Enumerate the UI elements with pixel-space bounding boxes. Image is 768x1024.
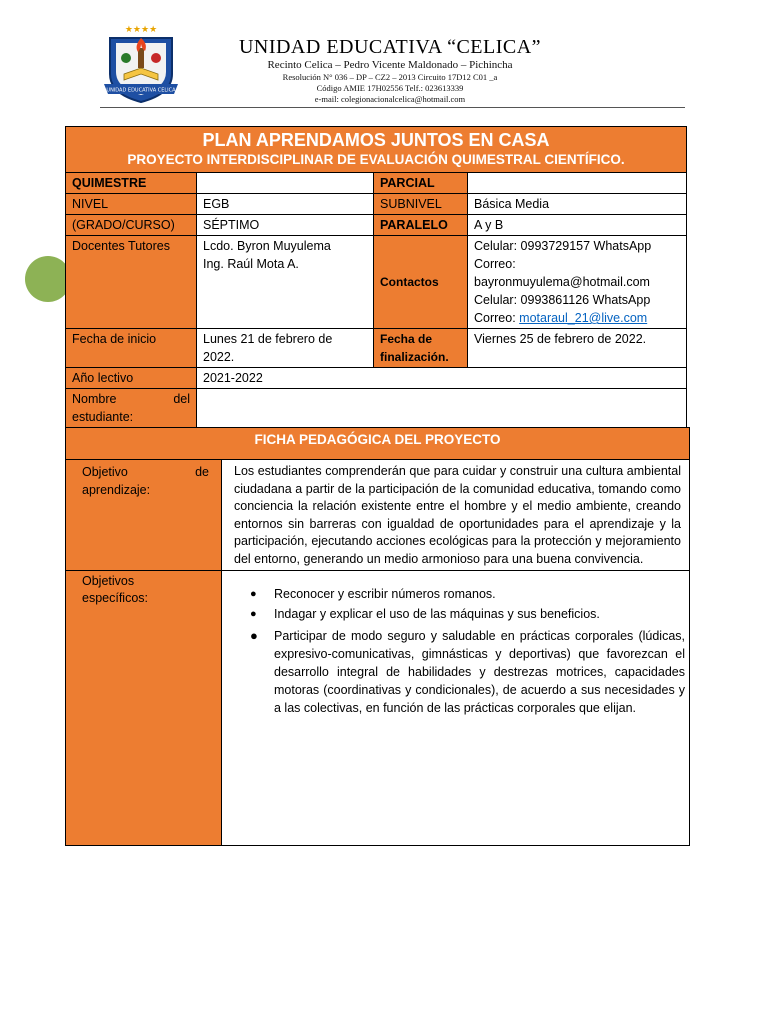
school-resolution: Resolución N° 036 – DP – CZ2 – 2013 Circuito 17D12 C01 _a xyxy=(282,72,498,82)
school-email: e-mail: colegionacionalcelica@hotmail.com xyxy=(314,94,466,104)
email-link[interactable]: motaraul_21@live.com xyxy=(519,311,648,325)
table-row xyxy=(66,329,687,368)
fin-label: Fecha de finalización. xyxy=(374,329,468,368)
plan-title: PLAN APRENDAMOS JUNTOS EN CASA xyxy=(202,130,550,150)
school-address: Recinto Celica – Pedro Vicente Maldonado – Pichincha xyxy=(267,59,513,71)
quimestre-label: QUIMESTRE xyxy=(66,173,197,194)
nombre-label-word: Nombre xyxy=(72,392,117,406)
especificos-label-word: Objetivos xyxy=(82,574,135,588)
school-crest-icon xyxy=(100,22,182,104)
contactos-value xyxy=(468,236,687,329)
bullet-icon: ● xyxy=(250,588,257,600)
objetivo-text: Los estudiantes comprenderán que para cuidar y construir una cultura ambiental ciudadana a partir de la participación de la comunidad educativa, tomando como conciencia la relación existente entre el hombre y el medio ambiente, creando entornos sin barreras con igualdad de oportunidades para el aprendizaje y la participación, ejecutando acciones ecológicas para la protección y mejoramiento del entorno, generando un medio armonioso para una buena convivencia. xyxy=(222,460,690,571)
bullet-icon: ● xyxy=(250,608,257,620)
nombre-label-word: del xyxy=(173,392,190,406)
plan-table xyxy=(65,126,687,428)
nombre-label-word: estudiante: xyxy=(72,410,134,424)
plan-title-cell xyxy=(66,127,687,173)
plan-subtitle: PROYECTO INTERDISCIPLINAR DE EVALUACIÓN QUIMESTRAL CIENTÍFICO. xyxy=(127,152,625,167)
parcial-field[interactable] xyxy=(468,173,687,194)
parcial-label: PARCIAL xyxy=(374,173,468,194)
ano-value: 2021-2022 xyxy=(197,368,687,389)
table-row xyxy=(66,194,687,215)
especificos-list-cell xyxy=(222,571,690,846)
table-row xyxy=(66,173,687,194)
objetivo-label xyxy=(66,460,222,571)
especificos-label xyxy=(66,571,222,846)
contact-prefix: Correo: xyxy=(474,311,520,325)
nivel-label: NIVEL xyxy=(66,194,197,215)
goals-list xyxy=(222,571,689,717)
especificos-label-word: específicos: xyxy=(82,591,149,605)
docente-name: Lcdo. Byron Muyulema xyxy=(203,239,331,253)
paralelo-value: A y B xyxy=(468,215,687,236)
goal-text: Indagar y explicar el uso de las máquinas y sus beneficios. xyxy=(274,607,600,621)
table-row xyxy=(66,215,687,236)
contact-line xyxy=(474,309,680,327)
contact-line: Celular: 0993861126 WhatsApp xyxy=(474,293,651,307)
table-row xyxy=(66,571,690,846)
docente-name: Ing. Raúl Mota A. xyxy=(203,257,299,271)
table-row xyxy=(66,389,687,428)
bullet-icon: ● xyxy=(250,628,258,643)
nombre-label xyxy=(66,389,197,428)
grado-value: SÉPTIMO xyxy=(197,215,374,236)
goal-text: Participar de modo seguro y saludable en prácticas corporales (lúdicas, expresivo-comunicativas, gimnásticas y deportivas) que favorezcan el desarrollo integral de habilidades y destrezas motrices, capacidades motoras (coordinativas y condicionales), de acuerdo a sus necesidades y a las colectivas, en función de las prácticas corporales que elijan. xyxy=(274,629,685,715)
nombre-field[interactable] xyxy=(197,389,687,428)
paralelo-label: PARALELO xyxy=(374,215,468,236)
ficha-title: FICHA PEDAGÓGICA DEL PROYECTO xyxy=(66,428,690,460)
subnivel-value: Básica Media xyxy=(468,194,687,215)
table-row xyxy=(66,460,690,571)
ficha-table xyxy=(65,427,690,846)
contactos-label: Contactos xyxy=(374,236,468,329)
grado-label: (GRADO/CURSO) xyxy=(66,215,197,236)
subnivel-label: SUBNIVEL xyxy=(374,194,468,215)
svg-text:UNIDAD EDUCATIVA CELICA: UNIDAD EDUCATIVA CELICA xyxy=(106,87,176,94)
school-info xyxy=(190,58,590,105)
list-item xyxy=(246,627,685,717)
header-divider xyxy=(100,107,685,108)
table-row xyxy=(66,236,687,329)
objetivo-label-word: Objetivo xyxy=(82,465,128,479)
goal-text: Reconocer y escribir números romanos. xyxy=(274,587,496,601)
fin-value: Viernes 25 de febrero de 2022. xyxy=(468,329,687,368)
svg-text:★★★★: ★★★★ xyxy=(124,25,158,35)
objetivo-label-word: de xyxy=(195,465,209,479)
school-name: UNIDAD EDUCATIVA “CELICA” xyxy=(238,36,542,58)
docentes-label: Docentes Tutores xyxy=(66,236,197,329)
school-code: Código AMIE 17H02556 Telf.: 023613339 xyxy=(316,83,464,93)
school-logo xyxy=(100,22,182,104)
list-item xyxy=(246,585,685,603)
table-row xyxy=(66,368,687,389)
contact-line: Correo: xyxy=(474,257,516,271)
quimestre-field[interactable] xyxy=(197,173,374,194)
docentes-value xyxy=(197,236,374,329)
list-item xyxy=(246,605,685,623)
inicio-value: Lunes 21 de febrero de 2022. xyxy=(197,329,374,368)
contact-line: Celular: 0993729157 WhatsApp xyxy=(474,239,652,253)
ano-label: Año lectivo xyxy=(66,368,197,389)
nivel-value: EGB xyxy=(197,194,374,215)
objetivo-label-word: aprendizaje: xyxy=(82,483,151,497)
contact-email: bayronmuyulema@hotmail.com xyxy=(474,275,650,289)
inicio-label: Fecha de inicio xyxy=(66,329,197,368)
